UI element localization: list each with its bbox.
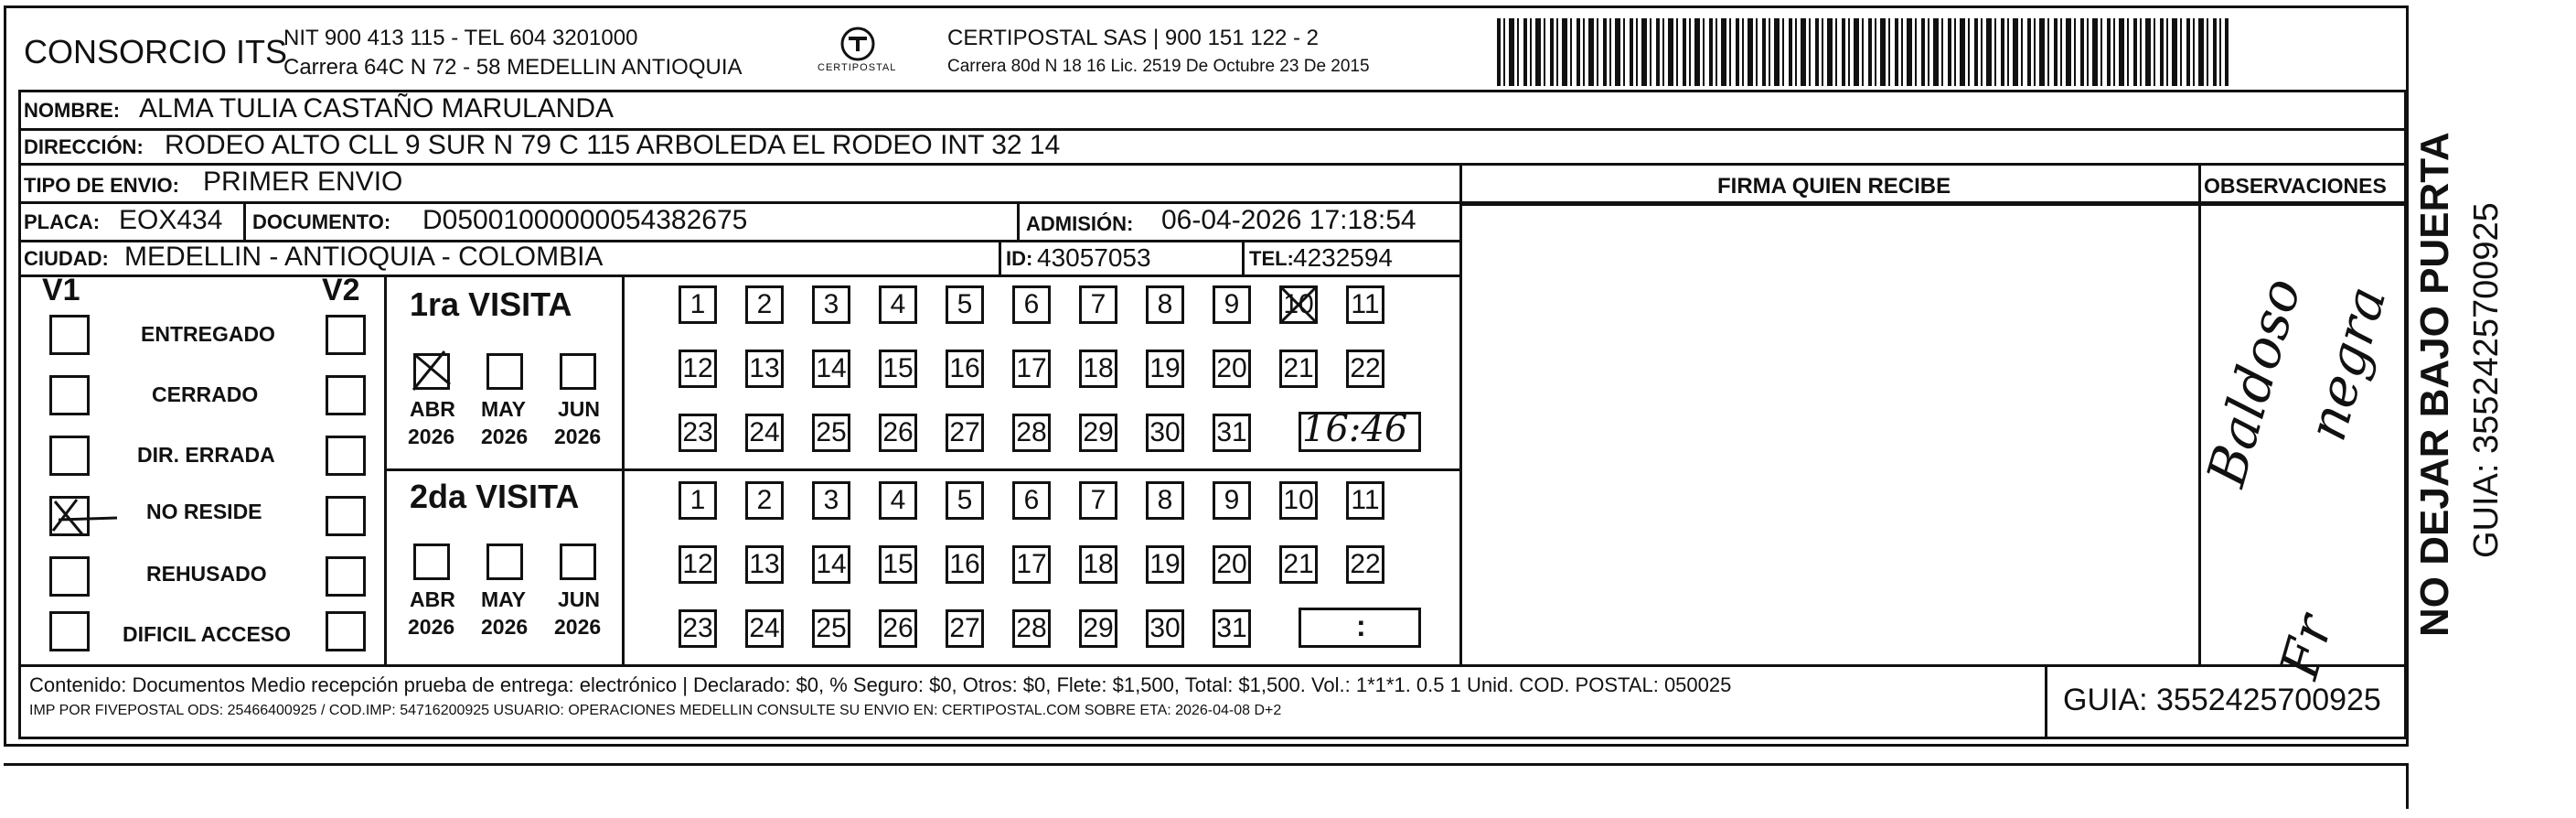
status-checkbox-v2[interactable] — [326, 315, 366, 355]
divider — [999, 240, 1001, 274]
divider — [2405, 90, 2408, 666]
footer-print-info: IMP POR FIVEPOSTAL ODS: 25466400925 / COD.IMP: 54716200925 USUARIO: OPERACIONES MEDELLIN CONSULTE SU ENVIO EN: CERTIPOSTAL.COM SOBRE ETA: 2026-04-08 D+2 — [29, 703, 1282, 718]
check-mark-icon — [406, 346, 461, 397]
ciudad-label: CIUDAD: — [24, 247, 109, 270]
day-box[interactable]: 11 — [1346, 481, 1384, 520]
month-label: MAY — [481, 587, 526, 611]
day-box[interactable]: 27 — [946, 414, 984, 452]
v2-header: V2 — [322, 273, 360, 307]
day-box[interactable]: 1 — [679, 285, 717, 324]
year-label: 2026 — [481, 425, 529, 448]
day-box[interactable]: 3 — [812, 285, 850, 324]
footer-guia: GUIA: 3552425700925 — [2063, 683, 2381, 717]
first-visit-time: 16:46 — [1302, 408, 1408, 450]
divider — [1242, 240, 1245, 274]
observaciones-handwriting: negra — [2295, 279, 2399, 447]
month-checkbox-1[interactable] — [486, 353, 523, 390]
day-box[interactable]: 26 — [879, 414, 917, 452]
month-checkbox-2[interactable] — [486, 544, 523, 580]
month-label: JUN — [558, 397, 601, 421]
day-box[interactable]: 4 — [879, 481, 917, 520]
day-box[interactable]: 15 — [879, 545, 917, 584]
divider — [243, 203, 246, 240]
status-checkbox-v1[interactable] — [49, 556, 90, 597]
month-checkbox-2[interactable] — [560, 544, 596, 580]
company-name: CONSORCIO ITS — [24, 33, 288, 70]
status-checkbox-v2[interactable] — [326, 375, 366, 415]
tel-value: 4232594 — [1293, 243, 1394, 272]
day-box[interactable]: 20 — [1213, 545, 1251, 584]
side-guia: GUIA: 3552425700925 — [2467, 202, 2506, 558]
month-checkbox-1[interactable] — [560, 353, 596, 390]
day-box[interactable]: 17 — [1012, 350, 1051, 388]
day-box[interactable]: 18 — [1079, 545, 1117, 584]
day-box[interactable]: 28 — [1012, 414, 1051, 452]
status-checkbox-v2[interactable] — [326, 436, 366, 476]
day-box[interactable]: 16 — [946, 545, 984, 584]
divider — [18, 664, 2407, 667]
day-box[interactable]: 24 — [745, 414, 784, 452]
status-checkbox-v1[interactable] — [49, 611, 90, 651]
footer-content: Contenido: Documentos Medio recepción prueba de entrega: electrónico | Declarado: $0, % Seguro: $0, Otros: $0, Flete: $1,500, Total: $1,500. Vol.: 1*1*1. 0.5 1 Unid. COD. POSTAL: 050025 — [29, 673, 1732, 696]
month-label: ABR — [410, 587, 455, 611]
id-value: 43057053 — [1037, 243, 1151, 272]
day-box[interactable]: 6 — [1012, 285, 1051, 324]
day-box[interactable]: 7 — [1079, 285, 1117, 324]
day-box[interactable]: 30 — [1146, 414, 1184, 452]
id-label: ID: — [1006, 247, 1033, 270]
certipostal-logo — [812, 26, 903, 81]
no-dejar-bajo-puerta: NO DEJAR BAJO PUERTA — [2412, 132, 2457, 637]
day-box[interactable]: 16 — [946, 350, 984, 388]
day-box[interactable]: 6 — [1012, 481, 1051, 520]
status-label: DIR. ERRADA — [137, 443, 275, 467]
month-checkbox-2[interactable] — [413, 544, 450, 580]
admision-value: 06-04-2026 17:18:54 — [1161, 205, 1416, 235]
month-label: MAY — [481, 397, 526, 421]
divider — [18, 163, 2407, 166]
day-box[interactable]: 25 — [812, 414, 850, 452]
logo-text: CERTIPOSTAL — [818, 62, 897, 73]
certipostal-license: Carrera 80d N 18 16 Lic. 2519 De Octubre 23 De 2015 — [947, 57, 1370, 76]
day-box[interactable]: 2 — [745, 481, 784, 520]
certipostal-info: CERTIPOSTAL SAS | 900 151 122 - 2 — [947, 26, 1319, 50]
day-box[interactable]: 13 — [745, 545, 784, 584]
company-address: Carrera 64C N 72 - 58 MEDELLIN ANTIOQUIA — [283, 55, 743, 80]
check-mark-icon — [1275, 281, 1322, 328]
year-label: 2026 — [408, 615, 455, 639]
day-box[interactable]: 2 — [745, 285, 784, 324]
year-label: 2026 — [481, 615, 529, 639]
day-box[interactable]: 29 — [1079, 609, 1117, 648]
day-box[interactable]: 4 — [879, 285, 917, 324]
divider — [2045, 664, 2047, 739]
day-box[interactable]: 28 — [1012, 609, 1051, 648]
second-visit-title: 2da VISITA — [410, 478, 580, 515]
day-box[interactable]: 13 — [745, 350, 784, 388]
bottom-frame — [4, 763, 2409, 809]
day-box[interactable]: 15 — [879, 350, 917, 388]
barcode — [1497, 18, 2229, 86]
status-checkbox-v1[interactable] — [49, 436, 90, 476]
tipo-value: PRIMER ENVIO — [203, 167, 403, 197]
divider — [18, 274, 1459, 277]
day-box[interactable]: 22 — [1346, 350, 1384, 388]
day-box[interactable]: 20 — [1213, 350, 1251, 388]
divider — [1459, 203, 2407, 206]
day-box[interactable]: 8 — [1146, 481, 1184, 520]
status-label: CERRADO — [152, 382, 259, 406]
ciudad-value: MEDELLIN - ANTIOQUIA - COLOMBIA — [124, 242, 604, 272]
status-checkbox-v2[interactable] — [326, 611, 366, 651]
day-box[interactable]: 31 — [1213, 414, 1251, 452]
nombre-value: ALMA TULIA CASTAÑO MARULANDA — [139, 93, 615, 124]
day-box[interactable]: 29 — [1079, 414, 1117, 452]
status-checkbox-v2[interactable] — [326, 496, 366, 536]
day-box[interactable]: 5 — [946, 285, 984, 324]
divider — [384, 468, 1459, 471]
documento-value: D05001000000054382675 — [422, 205, 748, 235]
documento-label: DOCUMENTO: — [252, 210, 391, 233]
year-label: 2026 — [554, 615, 602, 639]
second-visit-time: : — [1356, 609, 1366, 642]
status-label: NO RESIDE — [146, 500, 262, 523]
tel-label: TEL: — [1249, 247, 1294, 270]
day-box[interactable]: 12 — [679, 545, 717, 584]
nombre-label: NOMBRE: — [24, 99, 121, 122]
status-checkbox-v1[interactable] — [49, 315, 90, 355]
day-box[interactable]: 30 — [1146, 609, 1184, 648]
divider — [1017, 203, 1020, 240]
day-box[interactable]: 9 — [1213, 285, 1251, 324]
day-box[interactable]: 31 — [1213, 609, 1251, 648]
direccion-label: DIRECCIÓN: — [24, 135, 144, 158]
day-box[interactable]: 3 — [812, 481, 850, 520]
observaciones-handwriting: Fr — [2268, 608, 2346, 685]
day-box[interactable]: 10 — [1279, 285, 1318, 324]
day-box[interactable]: 12 — [679, 350, 717, 388]
tipo-label: TIPO DE ENVIO: — [24, 174, 179, 197]
status-checkbox-v1[interactable] — [49, 375, 90, 415]
day-box[interactable]: 8 — [1146, 285, 1184, 324]
month-label: ABR — [410, 397, 455, 421]
day-box[interactable]: 27 — [946, 609, 984, 648]
day-box[interactable]: 14 — [812, 545, 850, 584]
day-box[interactable]: 10 — [1279, 481, 1318, 520]
check-mark-icon — [40, 490, 123, 545]
month-label: JUN — [558, 587, 601, 611]
divider — [1459, 163, 1462, 666]
admision-label: ADMISIÓN: — [1026, 212, 1134, 235]
observaciones-header: OBSERVACIONES — [2204, 174, 2387, 198]
placa-value: EOX434 — [119, 205, 223, 235]
day-box[interactable]: 19 — [1146, 350, 1184, 388]
day-box[interactable]: 25 — [812, 609, 850, 648]
day-box[interactable]: 23 — [679, 609, 717, 648]
first-visit-title: 1ra VISITA — [410, 285, 572, 323]
day-box[interactable]: 1 — [679, 481, 717, 520]
day-box[interactable]: 9 — [1213, 481, 1251, 520]
status-label: REHUSADO — [146, 562, 267, 586]
day-box[interactable]: 5 — [946, 481, 984, 520]
day-box[interactable]: 23 — [679, 414, 717, 452]
day-box[interactable]: 22 — [1346, 545, 1384, 584]
divider — [2198, 163, 2201, 666]
day-box[interactable]: 21 — [1279, 350, 1318, 388]
year-label: 2026 — [408, 425, 455, 448]
status-label: DIFICIL ACCESO — [123, 622, 292, 646]
day-box[interactable]: 21 — [1279, 545, 1318, 584]
day-box[interactable]: 7 — [1079, 481, 1117, 520]
observaciones-handwriting: Baldoso — [2195, 271, 2314, 493]
day-box[interactable]: 18 — [1079, 350, 1117, 388]
year-label: 2026 — [554, 425, 602, 448]
firma-header: FIRMA QUIEN RECIBE — [1717, 174, 1951, 199]
day-box[interactable]: 11 — [1346, 285, 1384, 324]
day-box[interactable]: 26 — [879, 609, 917, 648]
placa-label: PLACA: — [24, 210, 101, 233]
day-box[interactable]: 24 — [745, 609, 784, 648]
direccion-value: RODEO ALTO CLL 9 SUR N 79 C 115 ARBOLEDA EL RODEO INT 32 14 — [165, 130, 1061, 160]
company-nit: NIT 900 413 115 - TEL 604 3201000 — [283, 26, 638, 50]
day-box[interactable]: 19 — [1146, 545, 1184, 584]
v1-header: V1 — [42, 273, 80, 307]
day-box[interactable]: 14 — [812, 350, 850, 388]
status-label: ENTREGADO — [141, 322, 275, 346]
status-checkbox-v2[interactable] — [326, 556, 366, 597]
day-box[interactable]: 17 — [1012, 545, 1051, 584]
